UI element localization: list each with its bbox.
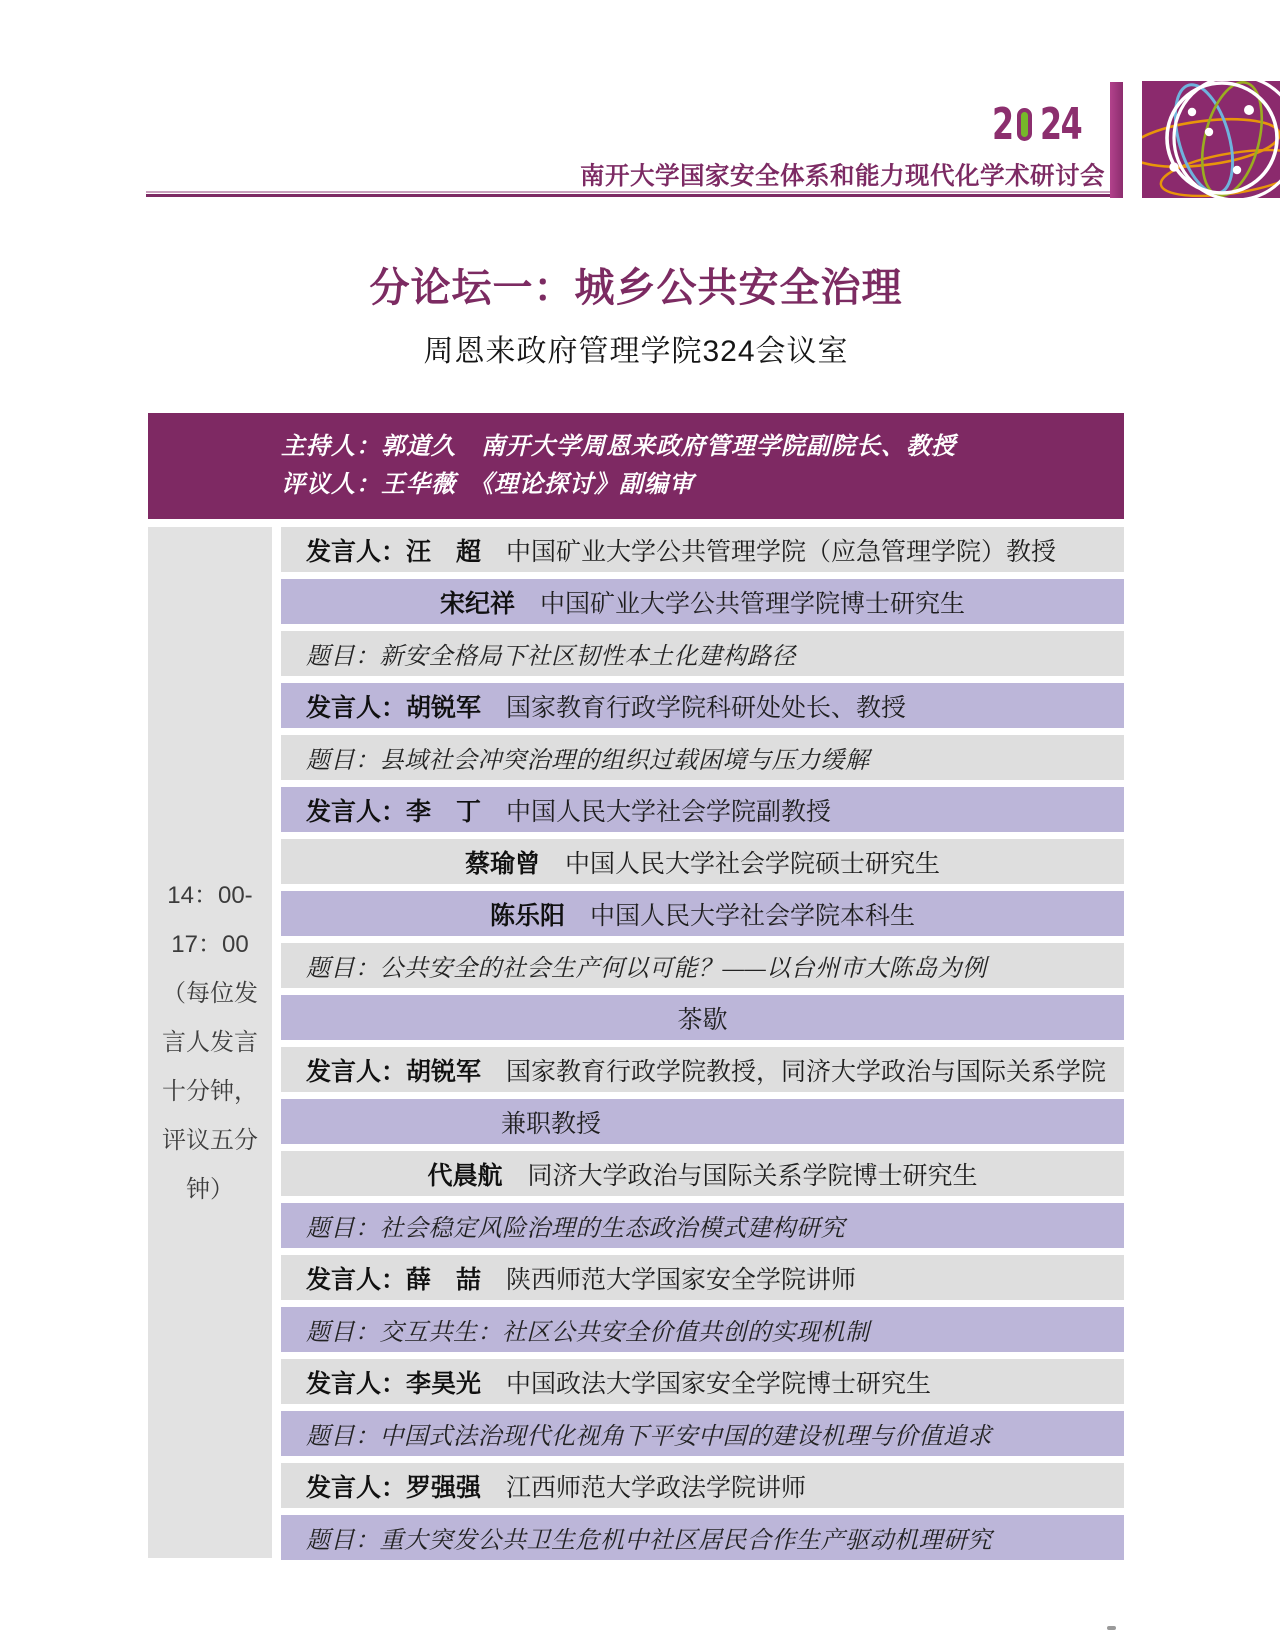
speaker-name-bold: 发言人：李昊光 [306,1369,482,1398]
speaker-name-bold: 发言人：李 丁 [306,797,482,826]
table-row [281,1255,1124,1300]
row-text: 题目：社会稳定风险治理的生态政治模式建构研究 [306,1216,845,1242]
table-row [281,1099,1124,1144]
row-text: 国家教育行政学院科研处处长、教授 [481,693,907,722]
table-row [281,1151,1124,1196]
speaker-name-bold: 发言人：薛 喆 [306,1265,482,1294]
speaker-name-bold: 宋纪祥 [439,589,515,618]
forum-room: 周恩来政府管理学院324会议室 [423,335,849,368]
header-vertical-bar [1110,82,1123,198]
speaker-name-bold: 蔡瑜曾 [464,849,540,878]
speaker-name-bold: 发言人：汪 超 [306,537,482,566]
speaker-name-bold: 代晨航 [427,1161,503,1190]
globe-logo-icon [1142,81,1280,198]
row-text: 陕西师范大学国家安全学院讲师 [481,1265,857,1294]
table-row [281,527,1124,572]
table-row [281,1359,1124,1404]
row-text: 兼职教授 [501,1109,602,1138]
row-text: 中国矿业大学公共管理学院博士研究生 [515,589,966,618]
page-number-mark [1107,1626,1116,1630]
reviewer-line: 评议人：王华薇 《理论探讨》副编审 [281,472,694,498]
table-row [281,787,1124,832]
row-text: 中国人民大学社会学院副教授 [481,797,832,826]
table-row [281,1203,1124,1248]
table-row [281,735,1124,780]
time-column [148,527,272,1558]
row-text: 江西师范大学政法学院讲师 [481,1473,807,1502]
conference-title: 南开大学国家安全体系和能力现代化学术研讨会 [580,163,1105,190]
table-row [281,683,1124,728]
session-chair-panel [148,413,1124,519]
table-row [281,1515,1124,1560]
speaker-name-bold: 发言人：罗强强 [306,1473,482,1502]
row-text: 中国人民大学社会学院本科生 [565,901,916,930]
header-rule [146,191,1110,197]
row-text: 中国政法大学国家安全学院博士研究生 [481,1369,932,1398]
table-row [281,995,1124,1040]
brand-year [988,99,1089,150]
speaker-name-bold: 陈乐阳 [489,901,565,930]
row-text: 同济大学政治与国际关系学院博士研究生 [502,1161,978,1190]
time-line: 评议五分 [162,1127,258,1154]
row-text: 中国人民大学社会学院硕士研究生 [540,849,941,878]
table-row [281,631,1124,676]
row-text: 题目：交互共生：社区公共安全价值共创的实现机制 [306,1320,870,1346]
table-row [281,579,1124,624]
table-row [281,1463,1124,1508]
year-digits: 24 [1039,99,1081,150]
time-line: 14：00- [167,882,253,909]
schedule-rows [281,527,1124,1560]
table-row [281,1307,1124,1352]
table-row [281,839,1124,884]
table-row [281,1411,1124,1456]
row-text: 题目：中国式法治现代化视角下平安中国的建设机理与价值追求 [306,1424,992,1450]
row-text: 题目：重大突发公共卫生危机中社区居民合作生产驱动机理研究 [306,1528,992,1554]
row-text: 中国矿业大学公共管理学院（应急管理学院）教授 [481,537,1057,566]
time-line: （每位发 [162,980,258,1007]
year-zero-mark [1017,108,1032,141]
row-text: 题目：新安全格局下社区韧性本土化建构路径 [306,644,796,670]
speaker-name-bold: 发言人：胡锐军 [306,693,482,722]
row-text: 题目：公共安全的社会生产何以可能？——以台州市大陈岛为例 [306,956,987,982]
speaker-name-bold: 发言人：胡锐军 [306,1057,482,1086]
table-row [281,1047,1124,1092]
host-line: 主持人：郭道久 南开大学周恩来政府管理学院副院长、教授 [281,434,956,460]
year-digit: 2 [992,99,1013,150]
time-line: 17：00 [171,931,249,958]
time-line: 十分钟， [162,1078,258,1105]
row-text: 题目：县域社会冲突治理的组织过载困境与压力缓解 [306,748,870,774]
table-row [281,891,1124,936]
time-line: 钟） [186,1176,234,1203]
time-line: 言人发言 [162,1029,258,1056]
row-text: 茶歇 [677,1005,728,1034]
forum-title: 分论坛一：城乡公共安全治理 [369,266,903,310]
table-row [281,943,1124,988]
row-text: 国家教育行政学院教授，同济大学政治与国际关系学院 [481,1057,1107,1086]
